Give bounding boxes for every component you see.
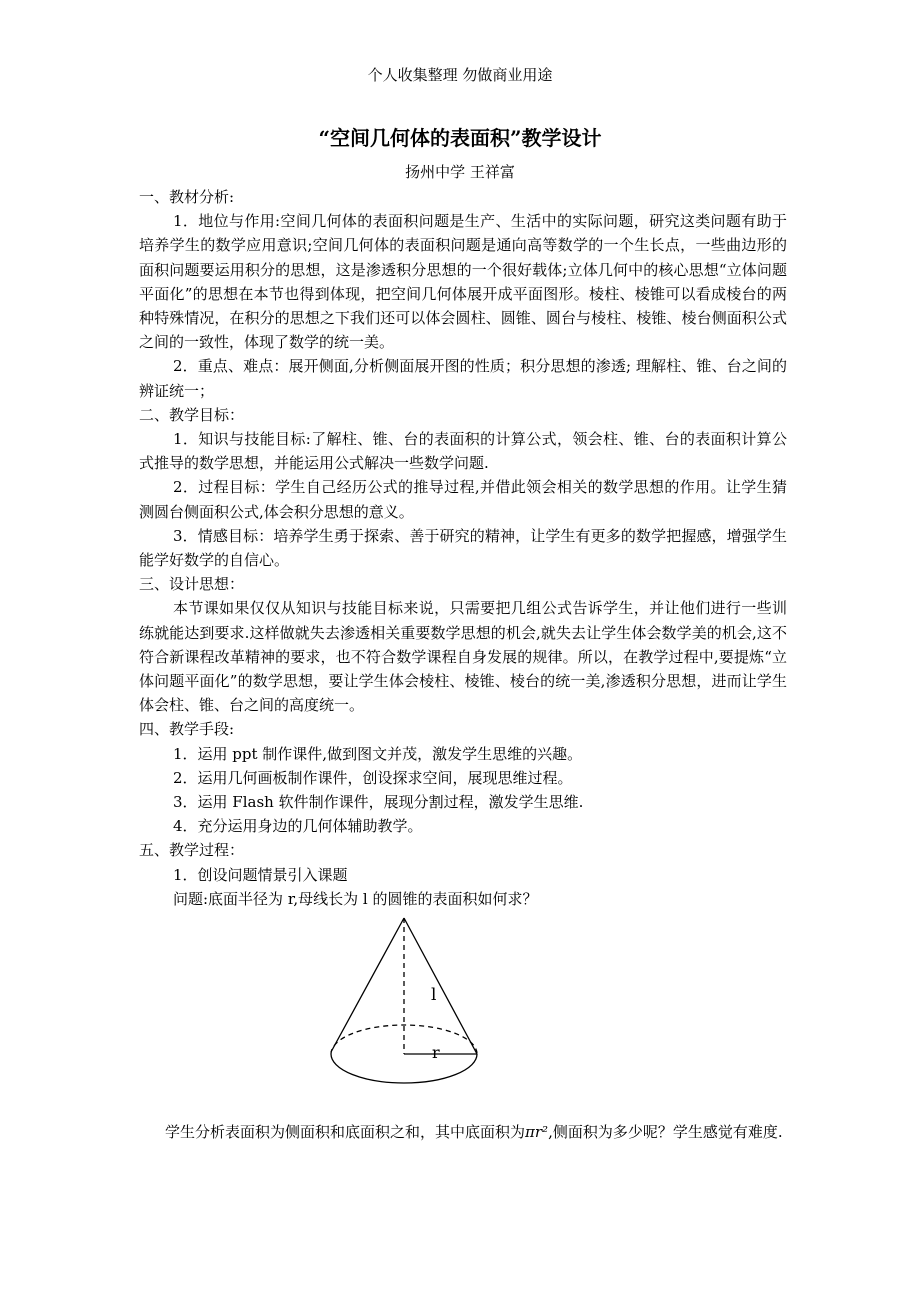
list-item: 2．运用几何画板制作课件，创设探求空间，展现思维过程。 <box>173 768 573 787</box>
cone-diagram <box>322 912 492 1092</box>
paragraph: 2．重点、难点：展开侧面,分析侧面展开图的性质；积分思想的渗透; 理解柱、锥、台之间的辨证统一； <box>139 357 787 400</box>
section-heading-1: 一、教材分析: <box>139 188 235 206</box>
paragraph: 3．情感目标：培养学生勇于探索、善于研究的精神，让学生有更多的数学把握感，增强学生能学好数学的自信心。 <box>139 526 787 570</box>
base-ellipse-front <box>331 1054 477 1083</box>
document-title: “空间几何体的表面积”教学设计 <box>318 126 602 150</box>
document-body <box>139 185 787 911</box>
section-heading-5: 五、教学过程： <box>139 841 245 860</box>
formula-pi-r-squared: πr² <box>525 1123 549 1141</box>
paragraph: 本节课如果仅仅从知识与技能目标来说，只需要把几组公式告诉学生，并让他们进行一些训练就能达到要求.这样做就失去渗透相关重要数学思想的机会,就失去让学生体会数学美的机会,这不符合新课程改革精神的要求，也不符合数学课程自身发展的规律。所以，在教学过程中,要提炼“立体问题平面化”的数学思想，要让学生体会棱柱、棱锥、棱台的统一美,渗透积分思想，进而让学生体会柱、锥、台之间的高度统一。 <box>139 599 787 715</box>
list-item: 1．运用 ppt 制作课件,做到图文并茂，激发学生思维的兴趣。 <box>173 744 583 763</box>
paragraph: 1．知识与技能目标:了解柱、锥、台的表面积的计算公式，领会柱、锥、台的表面积计算公式推导的数学思想，并能运用公式解决一些数学问题. <box>139 430 787 473</box>
section-heading-2: 二、教学目标： <box>139 405 245 424</box>
analysis-text-after: ,侧面积为多少呢？学生感觉有难度. <box>548 1123 783 1141</box>
list-item: 3．运用 Flash 软件制作课件，展现分割过程，激发学生思维. <box>173 793 584 812</box>
section-heading-4: 四、教学手段: <box>139 720 235 739</box>
section-heading-3: 三、设计思想： <box>139 575 245 594</box>
cone-slant-right <box>404 918 477 1054</box>
label-l: l <box>431 985 437 1005</box>
author-line: 扬州中学 王祥富 <box>405 163 515 181</box>
analysis-paragraph <box>139 1113 787 1151</box>
analysis-text-before: 学生分析表面积为侧面积和底面积之和，其中底面积为 <box>165 1123 526 1141</box>
list-item: 4．充分运用身边的几何体辅助教学。 <box>173 817 423 836</box>
page-header: 个人收集整理 勿做商业用途 <box>367 66 553 84</box>
label-r: r <box>432 1043 440 1062</box>
paragraph: 2．过程目标：学生自己经历公式的推导过程,并借此领会相关的数学思想的作用。让学生猜测圆台侧面积公式,体会积分思想的意义。 <box>139 478 787 521</box>
question-text: 问题:底面半径为 r,母线长为 l 的圆锥的表面积如何求？ <box>173 889 538 908</box>
step-heading: 1．创设问题情景引入课题 <box>173 865 348 884</box>
paragraph: 1．地位与作用:空间几何体的表面积问题是生产、生活中的实际问题，研究这类问题有助于培养学生的数学应用意识;空间几何体的表面积问题是通向高等数学的一个生长点，一些曲边形的面积问题要运用积分的思想，这是渗透积分思想的一个很好载体;立体几何中的核心思想“立体问题平面化”的思想在本节也得到体现，把空间几何体展开成平面图形。棱柱、棱锥可以看成棱台的两种特殊情况，在积分的思想之下我们还可以体会圆柱、圆锥、圆台与棱柱、棱锥、棱台侧面积公式之间的一致性，体现了数学的统一美。 <box>139 212 787 352</box>
cone-slant-left <box>331 918 404 1052</box>
